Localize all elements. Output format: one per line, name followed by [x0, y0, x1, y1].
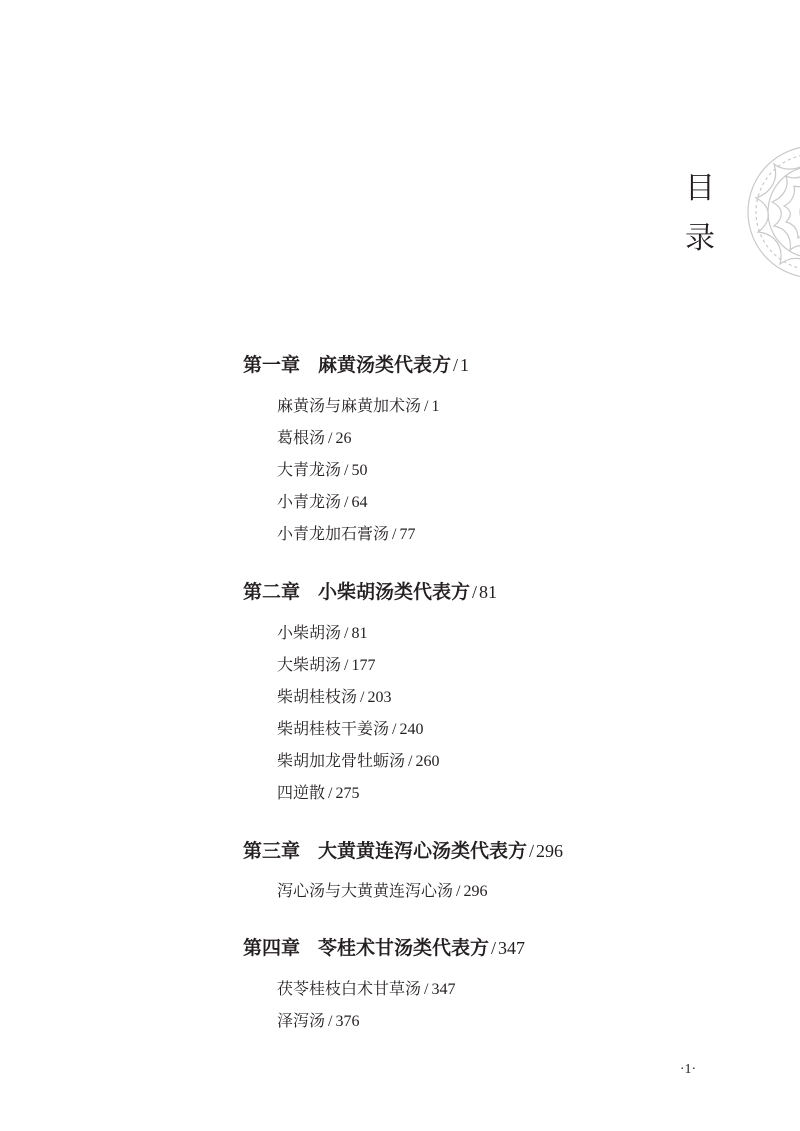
- page-separator: /: [328, 1013, 333, 1030]
- toc-entry[interactable]: [277, 684, 391, 707]
- page-separator: /: [344, 494, 349, 511]
- entry-title: 小青龙汤: [277, 492, 342, 511]
- entry-title: 柴胡加龙骨牡蛎汤: [277, 751, 406, 770]
- chapter-number: 第二章: [243, 581, 301, 603]
- entry-title: 大青龙汤: [277, 460, 342, 479]
- entry-title: 麻黄汤与麻黄加术汤: [277, 396, 422, 415]
- entry-title: 泽泻汤: [277, 1011, 326, 1030]
- toc-entry[interactable]: [277, 716, 423, 739]
- toc-entry[interactable]: [277, 425, 351, 448]
- toc-entry[interactable]: [277, 521, 415, 544]
- page-separator: /: [408, 753, 413, 770]
- entry-page: 275: [335, 785, 360, 802]
- entry-title: 柴胡桂枝汤: [277, 687, 358, 706]
- chapter-page: 81: [479, 582, 498, 602]
- entry-page: 296: [463, 883, 488, 900]
- chapter-title: 大黄黄连泻心汤类代表方: [318, 840, 528, 862]
- page-separator: /: [344, 462, 349, 479]
- page-separator: /: [529, 841, 535, 861]
- page-separator: /: [456, 883, 461, 900]
- chapter-page: 347: [498, 938, 526, 958]
- entry-title: 四逆散: [277, 783, 326, 802]
- entry-page: 26: [335, 430, 352, 447]
- toc-entry[interactable]: [277, 878, 487, 901]
- chapter-3-heading[interactable]: [243, 836, 563, 863]
- entry-page: 50: [351, 462, 368, 479]
- page-separator: /: [360, 689, 365, 706]
- page-separator: /: [344, 625, 349, 642]
- chapter-number: 第一章: [243, 354, 301, 376]
- chapter-page: 296: [536, 841, 564, 861]
- entry-title: 茯苓桂枝白术甘草汤: [277, 979, 422, 998]
- entry-title: 葛根汤: [277, 428, 326, 447]
- chapter-title: 小柴胡汤类代表方: [318, 581, 471, 603]
- chapter-title: 麻黄汤类代表方: [318, 354, 452, 376]
- toc-entry[interactable]: [277, 780, 359, 803]
- entry-page: 1: [431, 398, 440, 415]
- title-char-1: 目: [685, 171, 715, 206]
- page-separator: /: [453, 355, 459, 375]
- chapter-number: 第三章: [243, 840, 301, 862]
- toc-entry[interactable]: [277, 393, 439, 416]
- toc-entry[interactable]: [277, 652, 375, 675]
- toc-entry[interactable]: [277, 457, 367, 480]
- entry-page: 347: [431, 981, 456, 998]
- page-separator: /: [392, 526, 397, 543]
- entry-title: 柴胡桂枝干姜汤: [277, 719, 390, 738]
- toc-entry[interactable]: [277, 976, 455, 999]
- page-separator: /: [424, 981, 429, 998]
- chapter-1-heading[interactable]: [243, 350, 469, 377]
- entry-page: 376: [335, 1013, 360, 1030]
- page-separator: /: [472, 582, 478, 602]
- toc-entry[interactable]: [277, 748, 439, 771]
- page-number: ·1·: [679, 1062, 697, 1077]
- toc-entry[interactable]: [277, 489, 367, 512]
- page-separator: /: [328, 430, 333, 447]
- entry-title: 小青龙加石膏汤: [277, 524, 390, 543]
- page-separator: /: [424, 398, 429, 415]
- entry-page: 64: [351, 494, 368, 511]
- entry-page: 81: [351, 625, 368, 642]
- title-char-2: 录: [685, 221, 715, 256]
- page-separator: /: [491, 938, 497, 958]
- page-separator: /: [392, 721, 397, 738]
- page-separator: /: [344, 657, 349, 674]
- entry-title: 大柴胡汤: [277, 655, 342, 674]
- page-separator: /: [328, 785, 333, 802]
- entry-page: 240: [399, 721, 424, 738]
- entry-page: 203: [367, 689, 392, 706]
- toc-entry[interactable]: [277, 1008, 359, 1031]
- entry-page: 177: [351, 657, 376, 674]
- chapter-number: 第四章: [243, 937, 301, 959]
- chapter-page: 1: [460, 355, 470, 375]
- entry-title: 小柴胡汤: [277, 623, 342, 642]
- toc-entry[interactable]: [277, 620, 367, 643]
- decorative-ornament-icon: [744, 142, 800, 282]
- chapter-title: 苓桂术甘汤类代表方: [318, 937, 490, 959]
- page-title: [678, 164, 722, 264]
- entry-title: 泻心汤与大黄黄连泻心汤: [277, 881, 454, 900]
- chapter-4-heading[interactable]: [243, 933, 525, 960]
- entry-page: 260: [415, 753, 440, 770]
- chapter-2-heading[interactable]: [243, 577, 497, 604]
- entry-page: 77: [399, 526, 416, 543]
